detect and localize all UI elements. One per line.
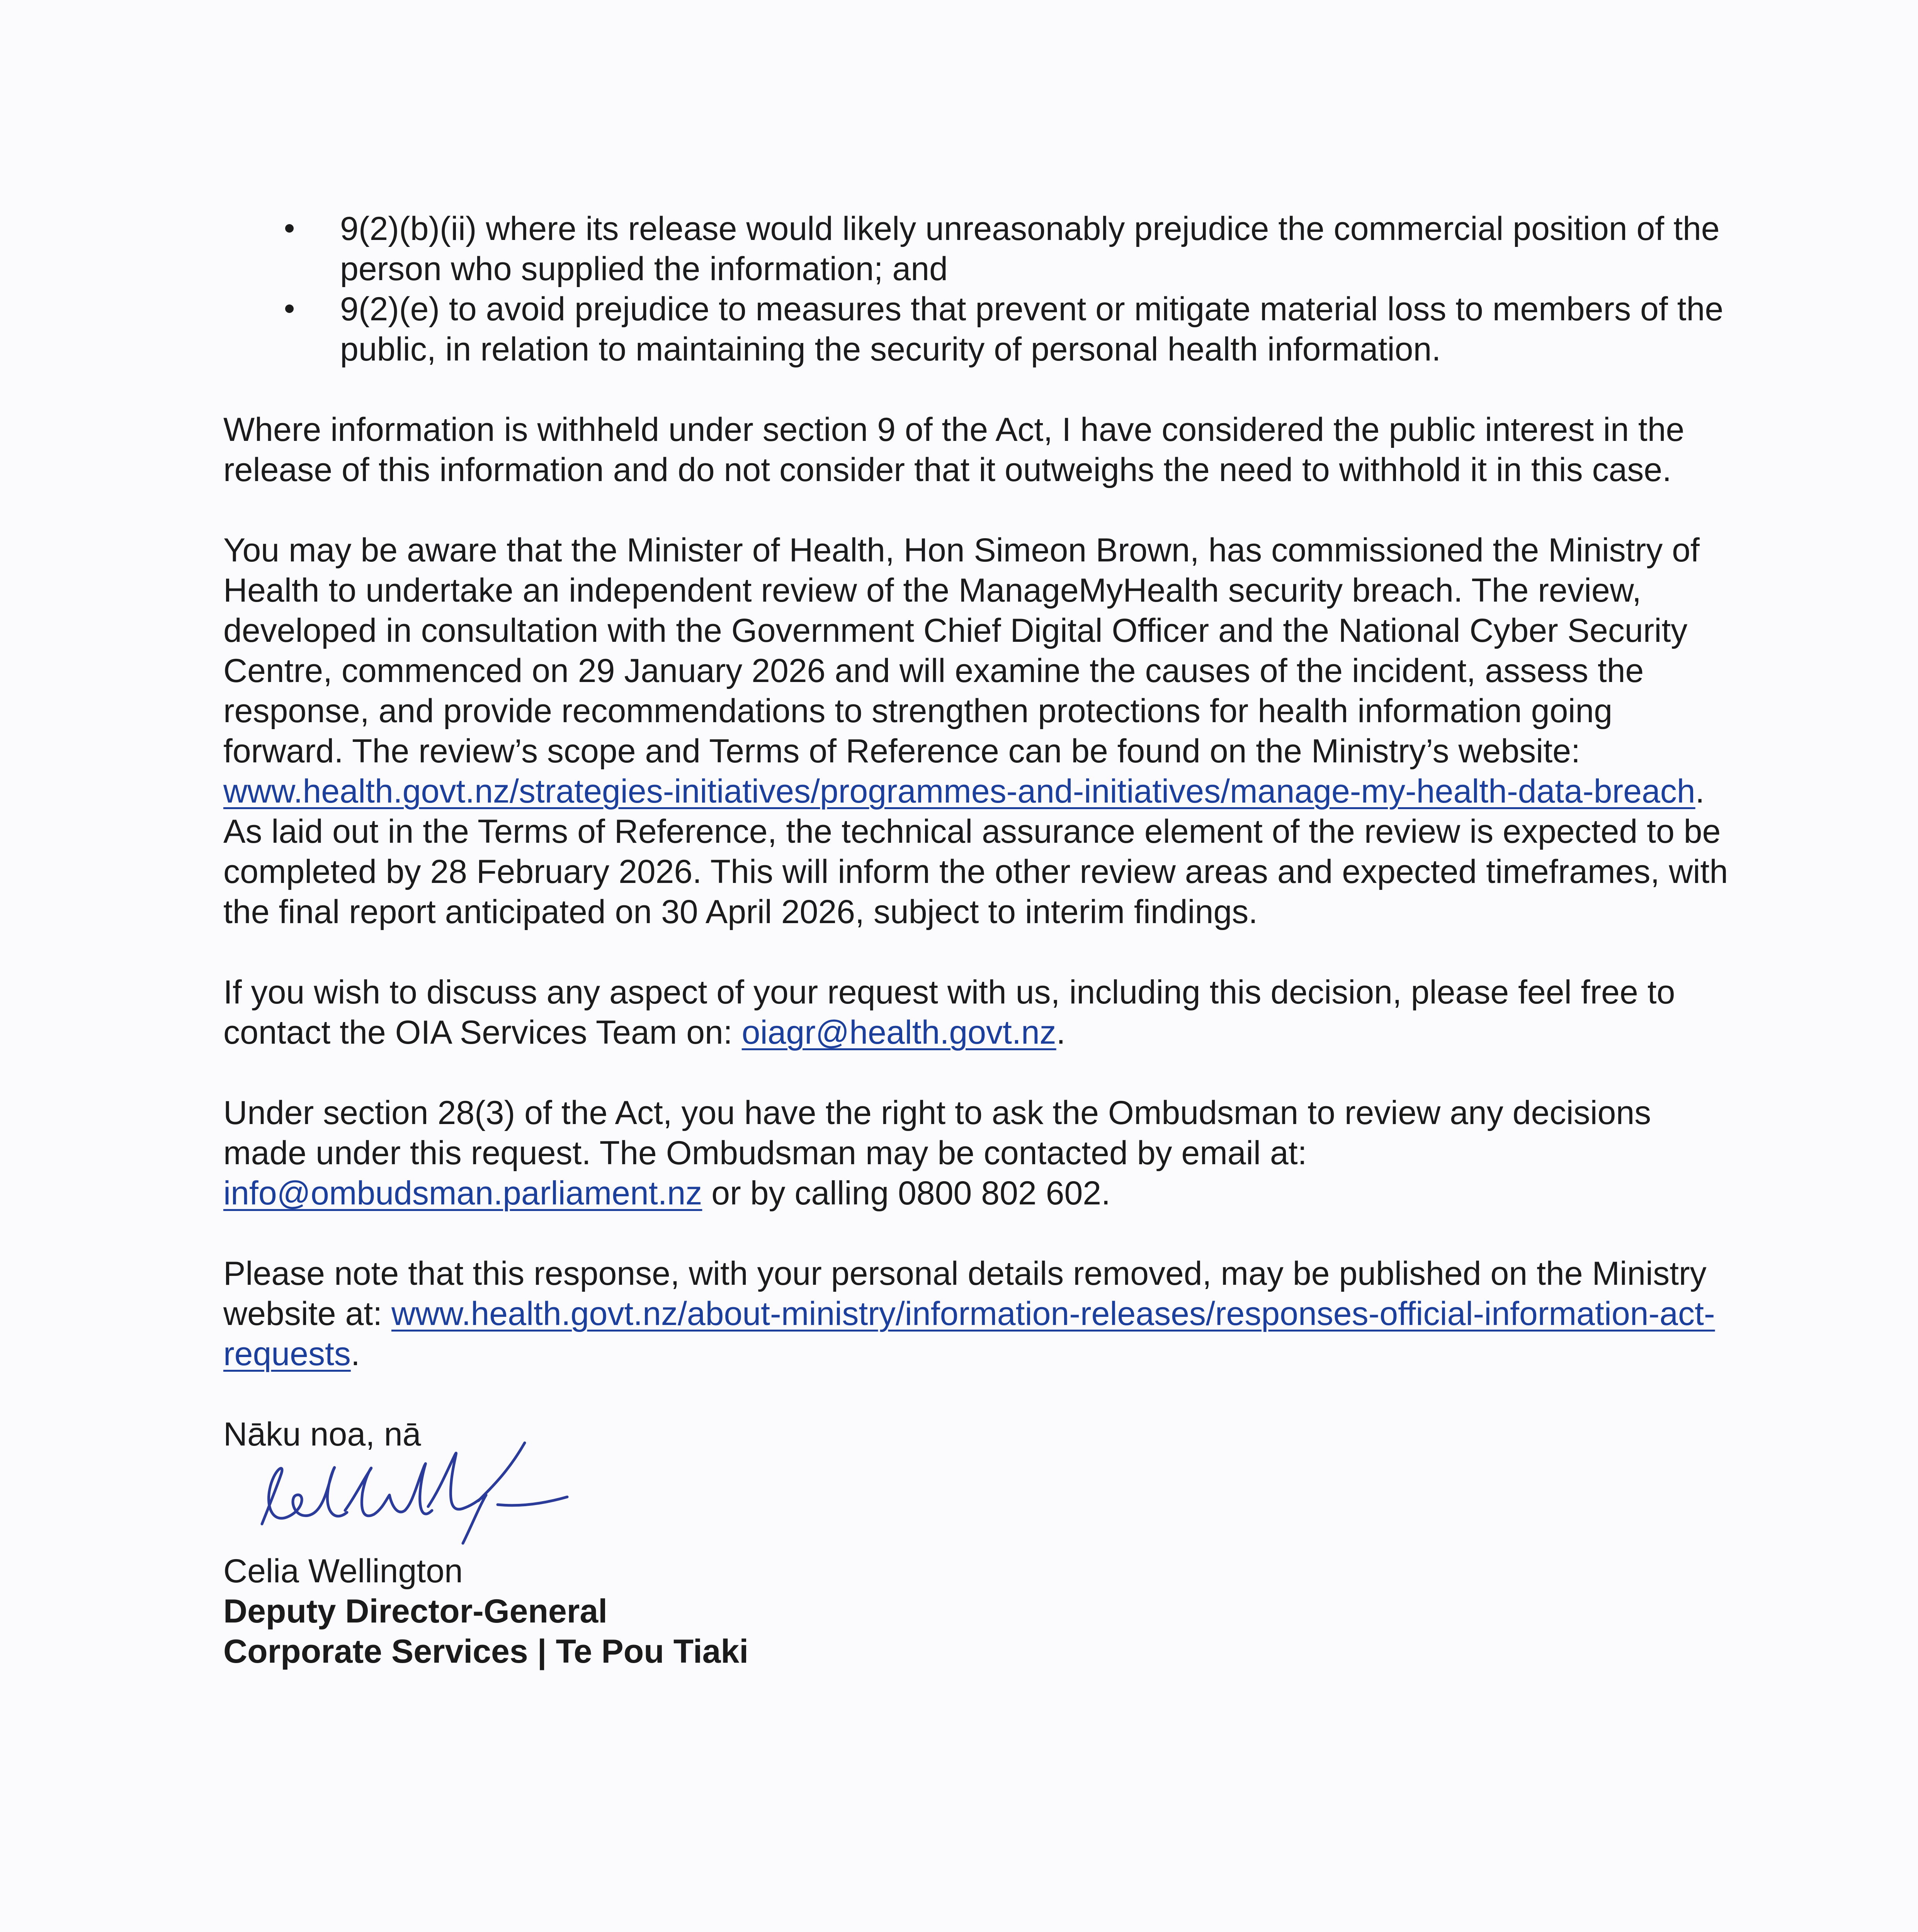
contact-text-after: . [1056,1014,1066,1051]
review-text-before: You may be aware that the Minister of Health, Hon Simeon Brown, has commissioned the Ministry of Health to undertake an independent review of the ManageMyHealth security breach. The review, developed in consultation with the Government Chief Digital Officer and the National Cyber Security Centre, commenced on 29 January 2026 and will examine the causes of the incident, assess the response, and provide recommendations to strengthen protections for health information going forward. The review’s scope and Terms of Reference can be found on the Ministry’s website: [223,532,1700,770]
contact-text-before: If you wish to discuss any aspect of your request with us, including this decision, please feel free to contact the OIA Services Team on: [223,974,1675,1051]
ombudsman-text-after: or by calling 0800 802 602. [702,1175,1111,1212]
review-terms-link[interactable]: www.health.govt.nz/strategies-initiatives/programmes-and-initiatives/manage-my-health-data-breach [223,773,1695,810]
contact-paragraph [223,972,1730,1053]
publication-text-after: . [350,1335,360,1372]
ombudsman-text-before: Under section 28(3) of the Act, you have the right to ask the Ombudsman to review any decisions made under this request. The Ombudsman may be contacted by email at: [223,1094,1651,1172]
public-interest-paragraph: Where information is withheld under section 9 of the Act, I have considered the public interest in the release of this information and do not consider that it outweighs the need to withhold it in this case. [223,411,1685,488]
publication-text-before: Please note that this response, with your personal details removed, may be published on the Ministry website at: [223,1255,1707,1332]
review-text-after: . As laid out in the Terms of Reference, the technical assurance element of the review is expected to be completed by 28 February 2026. This will inform the other review areas and expected timeframes, with the final report anticipated on 30 April 2026, subject to interim findings. [223,773,1728,930]
signature-icon [247,1427,594,1555]
publication-paragraph [223,1253,1730,1374]
signoff: Nāku noa, nā [223,1416,421,1453]
ombudsman-paragraph [223,1093,1730,1213]
ombudsman-email-link-inline[interactable]: info@ombudsman.parliament.nz [223,1175,702,1212]
signatory-name: Celia Wellington [223,1553,463,1590]
handwritten-signature [247,1427,594,1555]
withholding-grounds-list [223,209,1730,369]
list-item: 9(2)(b)(ii) where its release would likely unreasonably prejudice the commercial position of the person who supplied the information; and [223,209,1730,289]
review-paragraph [223,530,1730,932]
signatory-unit: Corporate Services | Te Pou Tiaki [223,1633,749,1670]
oia-email-link[interactable]: oiagr@health.govt.nz [741,1014,1056,1051]
publication-link[interactable]: www.health.govt.nz/about-ministry/information-releases/responses-official-information-act-requests [223,1295,1715,1372]
letter-body [223,209,1730,1672]
list-item: 9(2)(e) to avoid prejudice to measures that prevent or mitigate material loss to members of the public, in relation to maintaining the security of personal health information. [223,289,1730,369]
signatory-block [223,1551,1730,1672]
signatory-title: Deputy Director-General [223,1593,608,1630]
